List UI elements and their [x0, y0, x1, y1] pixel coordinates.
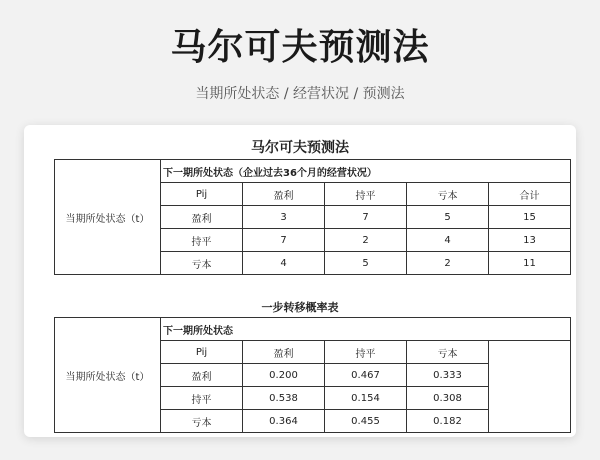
table-cell: 7	[243, 229, 325, 252]
row-label: 持平	[161, 229, 243, 252]
transition-table-caption: 一步转移概率表	[261, 301, 339, 314]
row-label: 盈利	[161, 206, 243, 229]
state-count-table	[54, 159, 571, 275]
table-cell: 0.308	[407, 387, 489, 410]
column-header-even: 持平	[325, 183, 407, 206]
table-cell: 4	[407, 229, 489, 252]
table-cell: 0.364	[243, 410, 325, 433]
table-cell: 4	[243, 252, 325, 275]
table-row	[55, 318, 571, 341]
column-header-pij: Pij	[161, 341, 243, 364]
table-cell: 3	[243, 206, 325, 229]
table-cell: 5	[407, 206, 489, 229]
current-state-header: 当期所处状态（t）	[55, 160, 161, 275]
row-label: 持平	[161, 387, 243, 410]
table-cell: 0.200	[243, 364, 325, 387]
table-cell: 7	[325, 206, 407, 229]
table-cell: 2	[325, 229, 407, 252]
spreadsheet-card	[24, 125, 576, 437]
table-cell: 0.467	[325, 364, 407, 387]
table-cell: 0.154	[325, 387, 407, 410]
column-header-even: 持平	[325, 341, 407, 364]
table-cell: 5	[325, 252, 407, 275]
row-label: 盈利	[161, 364, 243, 387]
column-header-total: 合计	[489, 183, 571, 206]
empty-cell	[489, 341, 571, 433]
table-cell: 2	[407, 252, 489, 275]
column-header-loss: 亏本	[407, 341, 489, 364]
row-label: 亏本	[161, 410, 243, 433]
column-header-pij: Pij	[161, 183, 243, 206]
row-label: 亏本	[161, 252, 243, 275]
table-cell: 13	[489, 229, 571, 252]
column-header-profit: 盈利	[243, 183, 325, 206]
table-cell: 0.182	[407, 410, 489, 433]
table-cell: 15	[489, 206, 571, 229]
page-title: 马尔可夫预测法	[170, 27, 430, 68]
next-state-header: 下一期所处状态（企业过去36个月的经营状况）	[161, 160, 571, 183]
table-row	[55, 160, 571, 183]
table-cell: 0.333	[407, 364, 489, 387]
current-state-header: 当期所处状态（t）	[55, 318, 161, 433]
transition-probability-table	[54, 317, 571, 433]
column-header-loss: 亏本	[407, 183, 489, 206]
table-cell: 0.538	[243, 387, 325, 410]
page-subtitle: 当期所处状态 / 经营状况 / 预测法	[195, 86, 405, 102]
column-header-profit: 盈利	[243, 341, 325, 364]
next-state-header: 下一期所处状态	[161, 318, 571, 341]
sheet-title: 马尔可夫预测法	[251, 140, 349, 156]
table-cell: 11	[489, 252, 571, 275]
table-cell: 0.455	[325, 410, 407, 433]
